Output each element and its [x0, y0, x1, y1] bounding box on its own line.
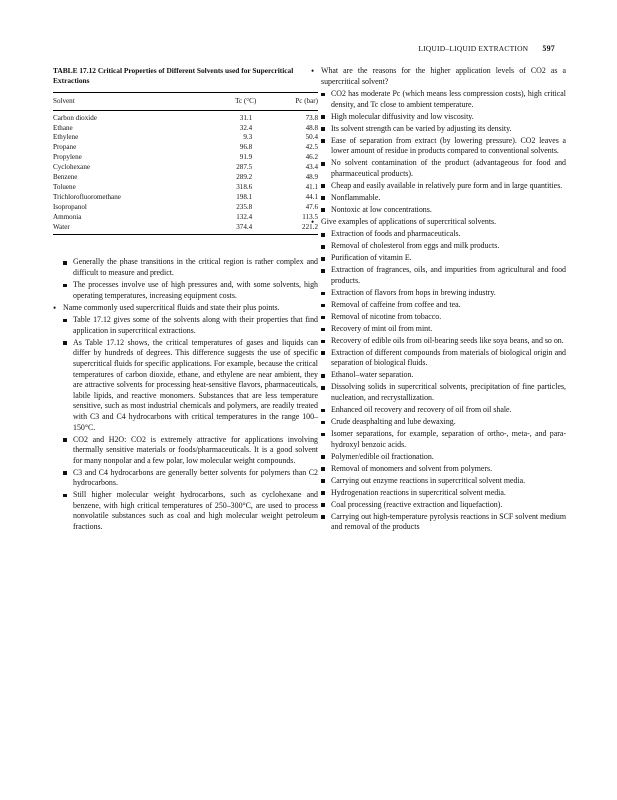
bullet-item: Enhanced oil recovery and recovery of oil from oil shale.: [311, 405, 566, 416]
bullet-item: Carrying out enzyme reactions in supercritical solvent media.: [311, 476, 566, 487]
table-cell: 44.1: [305, 192, 318, 201]
bullet-item: Extraction of foods and pharmaceuticals.: [311, 229, 566, 240]
table-row: [53, 193, 318, 203]
bullet-item: Removal of nicotine from tobacco.: [311, 312, 566, 323]
page-number: 597: [542, 44, 555, 53]
table-cell: Trichlorofluoromethane: [53, 192, 121, 201]
table-row: [53, 213, 318, 223]
bullet-item: Cheap and easily available in relatively pure form and in large quantities.: [311, 181, 566, 192]
table-cell: 198.1: [236, 192, 253, 201]
table-header-cell: Pc (bar): [270, 93, 318, 111]
bullet-item: C3 and C4 hydrocarbons are generally better solvents for polymers than C2 hydrocarbons.: [53, 468, 318, 489]
bullet-item: Crude deasphalting and lube dewaxing.: [311, 417, 566, 428]
table-caption: TABLE 17.12 Critical Properties of Different Solvents used for Supercritical Extractions: [53, 66, 294, 85]
running-header: [418, 44, 555, 53]
table-cell: 113.5: [302, 212, 318, 221]
table-cell: Cyclohexane: [53, 163, 91, 172]
table-cell: 132.4: [236, 212, 253, 221]
bullet-item: Generally the phase transitions in the critical region is rather complex and difficult to measure and predict.: [53, 257, 318, 278]
table-row: [53, 110, 318, 123]
table-cell: Propane: [53, 143, 77, 152]
bullet-item: Hydrogenation reactions in supercritical solvent media.: [311, 488, 566, 499]
table-header-cell: Tc (°C): [196, 93, 270, 111]
table-cell: 43.4: [305, 163, 318, 172]
bullet-item: Polymer/edible oil fractionation.: [311, 452, 566, 463]
bullet-item: Removal of monomers and solvent from polymers.: [311, 464, 566, 475]
table-cell: 289.2: [236, 173, 253, 182]
bullet-item: Coal processing (reactive extraction and liquefaction).: [311, 500, 566, 511]
table-row: [53, 163, 318, 173]
table-header-cell: Solvent: [53, 93, 196, 111]
bullet-item: Isomer separations, for example, separation of ortho-, meta-, and para-hydroxyl benzoic acids.: [311, 429, 566, 450]
table-cell: 48.9: [305, 173, 318, 182]
question-item: • Name commonly used supercritical fluids and state their plus points.: [53, 303, 318, 314]
bullet-item: Recovery of edible oils from oil-bearing seeds like soya beans, and so on.: [311, 336, 566, 347]
table-cell: 48.8: [305, 123, 318, 132]
table-cell: 221.2: [270, 223, 318, 235]
bullet-item: Table 17.12 gives some of the solvents along with their properties that find application in supercritical extractions.: [53, 315, 318, 336]
question-item: • What are the reasons for the higher application levels of CO2 as a supercritical solvent?: [311, 66, 566, 87]
critical-properties-table: [53, 92, 318, 235]
bullet-item: Carrying out high-temperature pyrolysis reactions in SCF solvent medium and removal of the products: [311, 512, 566, 533]
left-column: [53, 66, 318, 534]
bullet-item: Its solvent strength can be varied by adjusting its density.: [311, 124, 566, 135]
running-title: LIQUID–LIQUID EXTRACTION: [418, 44, 529, 53]
bullet-item: Nontoxic at low concentrations.: [311, 205, 566, 216]
table-row: [53, 173, 318, 183]
table-cell: Benzene: [53, 173, 78, 182]
left-bullet-list: [53, 257, 318, 532]
table-cell: Ethylene: [53, 133, 79, 142]
table-cell: 47.6: [305, 202, 318, 211]
bullet-item: The processes involve use of high pressures and, with some solvents, high operating temperatures, increasing equipment costs.: [53, 280, 318, 301]
question-item: • Give examples of applications of supercritical solvents.: [311, 217, 566, 228]
table-cell: 287.5: [236, 163, 253, 172]
bullet-item: Extraction of fragrances, oils, and impurities from agricultural and food products.: [311, 265, 566, 286]
bullet-item: Ease of separation from extract (by lowering pressure). CO2 leaves a lower amount of residue in products compared to conventional solvents.: [311, 136, 566, 157]
table-row: [53, 124, 318, 134]
table-cell: 31.1: [239, 113, 253, 122]
bullet-item: Removal of caffeine from coffee and tea.: [311, 300, 566, 311]
table-row: [53, 223, 318, 235]
table-cell: 73.8: [305, 113, 318, 122]
table-cell: 9.3: [243, 133, 253, 142]
bullet-item: Removal of cholesterol from eggs and milk products.: [311, 241, 566, 252]
table-header-row: [53, 93, 318, 111]
table-cell: 374.4: [196, 223, 270, 235]
table-row: [53, 153, 318, 163]
bullet-item: CO2 and H2O: CO2 is extremely attractive for applications involving thermally sensitive materials or foods/pharmaceuticals. It is a good solvent for many nonpolar and a few polar, low molecular weight compounds.: [53, 435, 318, 467]
table-row: [53, 183, 318, 193]
table-cell: Ammonia: [53, 212, 82, 221]
bullet-item: Recovery of mint oil from mint.: [311, 324, 566, 335]
table-cell: 42.5: [305, 143, 318, 152]
table-cell: Ethane: [53, 123, 73, 132]
bullet-item: Purification of vitamin E.: [311, 253, 566, 264]
table-cell: 91.9: [239, 153, 253, 162]
table-cell: Propylene: [53, 153, 82, 162]
bullet-item: High molecular diffusivity and low viscosity.: [311, 112, 566, 123]
table-cell: Carbon dioxide: [53, 113, 97, 122]
table-cell: 318.6: [236, 182, 253, 191]
table-cell: 96.8: [239, 143, 253, 152]
table-cell: 46.2: [305, 153, 318, 162]
table-cell: 235.8: [236, 202, 253, 211]
bullet-item: Nonflammable.: [311, 193, 566, 204]
bullet-item: Extraction of different compounds from materials of biological origin and separation of biological fluids.: [311, 348, 566, 369]
table-cell: 32.4: [239, 123, 253, 132]
table-cell: Isopropanol: [53, 202, 87, 211]
bullet-item: Extraction of flavors from hops in brewing industry.: [311, 288, 566, 299]
table-row: [53, 133, 318, 143]
bullet-item: Ethanol–water separation.: [311, 370, 566, 381]
right-bullet-list: [311, 66, 566, 533]
bullet-item: CO2 has moderate Pc (which means less compression costs), high critical density, and Tc close to ambient temperature.: [311, 89, 566, 110]
table-cell: Water: [53, 223, 196, 235]
right-column: [311, 66, 566, 534]
table-row: [53, 143, 318, 153]
table-cell: Toluene: [53, 182, 76, 191]
bullet-item: No solvent contamination of the product (advantageous for food and pharmaceutical products).: [311, 158, 566, 179]
table-cell: 41.1: [305, 182, 318, 191]
bullet-item: As Table 17.12 shows, the critical temperatures of gases and liquids can differ by hundreds of degrees. This difference suggests the use of specific supercritical fluids for specific applications. For example, because the critical temperatures of carbon dioxide, ethane, and ethylene are near ambient, they are attractive solvents for processing heat-sensitive flavors, pharmaceuticals, labile lipids, and reactive monomers. Substances that are less temperature sensitive, such as most industrial chemicals and polymers, are readily treated with C3 and C4 hydrocarbons with critical temperatures in the range 100–150°C.: [53, 338, 318, 433]
bullet-item: Still higher molecular weight hydrocarbons, such as cyclohexane and benzene, with high critical temperatures of 250–300°C, are used to process nonvolatile substances such as coal and high molecular weight petroleum fractions.: [53, 490, 318, 532]
bullet-item: Dissolving solids in supercritical solvents, precipitation of fine particles, nucleation, and recrystallization.: [311, 382, 566, 403]
table-row: [53, 203, 318, 213]
table-cell: 50.4: [305, 133, 318, 142]
